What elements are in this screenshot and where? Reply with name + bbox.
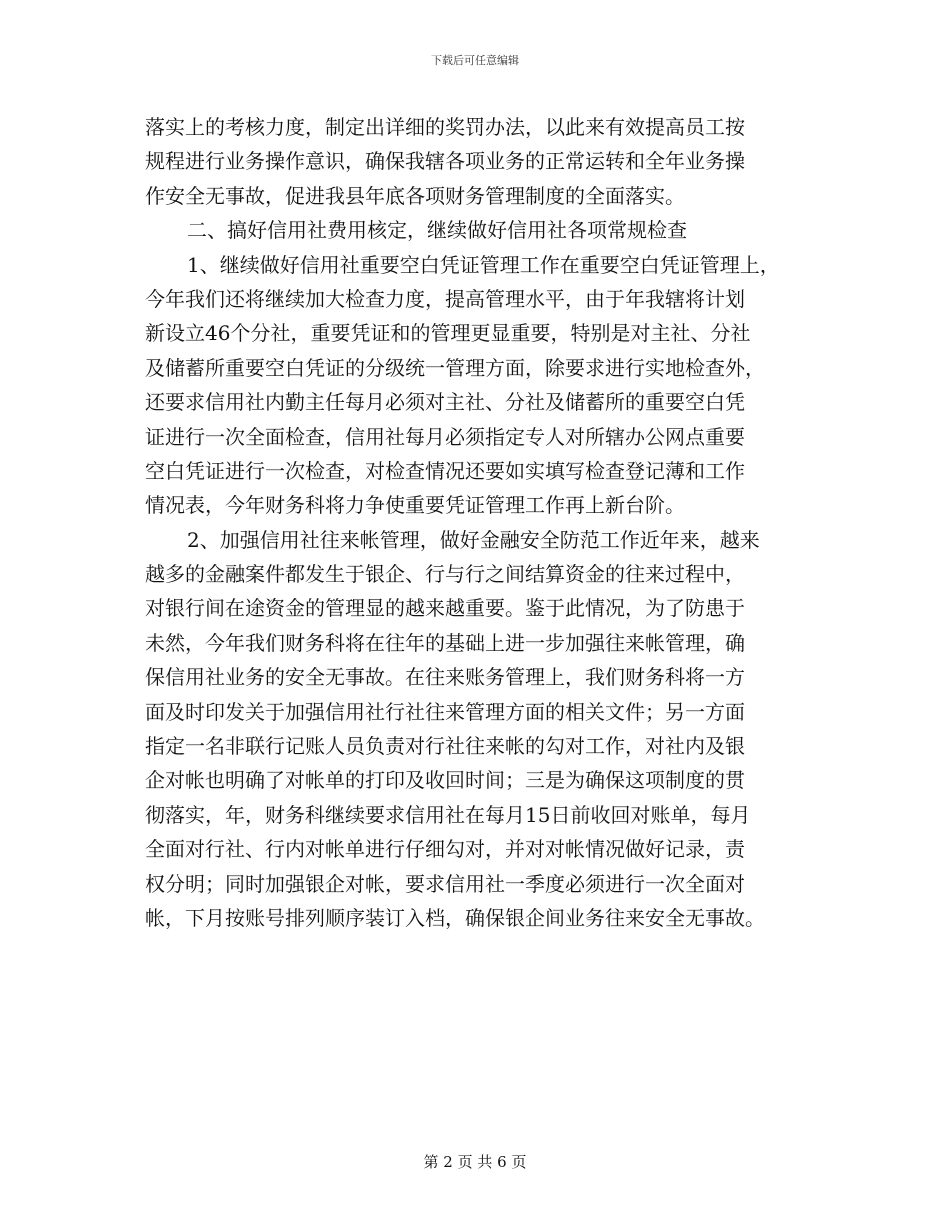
text-line: 未然，今年我们财务科将在往年的基础上进一步加强往来帐管理，确 xyxy=(145,630,745,655)
text-line: 空白凭证进行一次检查，对检查情况还要如实填写检查登记薄和工作 xyxy=(145,458,745,483)
document-body xyxy=(145,110,810,935)
paragraph-first-line: 1、继续做好信用社重要空白凭证管理工作在重要空白凭证管理上， xyxy=(187,252,780,277)
text-line: 及储蓄所重要空白凭证的分级统一管理方面，除要求进行实地检查外， xyxy=(145,355,765,380)
text-line: 落实上的考核力度，制定出详细的奖罚办法，以此来有效提高员工按 xyxy=(145,115,745,139)
text-line: 规程进行业务操作意识，确保我辖各项业务的正常运转和全年业务操 xyxy=(145,149,745,174)
text-line: 帐，下月按账号排列顺序装订入档，确保银企间业务往来安全无事故。 xyxy=(145,905,765,930)
text-line: 情况表，今年财务科将力争使重要凭证管理工作再上新台阶。 xyxy=(145,493,685,518)
text-line: 作安全无事故，促进我县年底各项财务管理制度的全面落实。 xyxy=(145,183,685,208)
text-line: 权分明；同时加强银企对帐，要求信用社一季度必须进行一次全面对 xyxy=(145,871,745,896)
page-header: 下载后可任意编辑 xyxy=(431,54,519,67)
text-line: 今年我们还将继续加大检查力度，提高管理水平，由于年我辖将计划 xyxy=(145,286,745,311)
text-line: 企对帐也明确了对帐单的打印及收回时间；三是为确保这项制度的贯 xyxy=(145,768,745,793)
text-line: 越多的金融案件都发生于银企、行与行之间结算资金的往来过程中， xyxy=(145,562,745,587)
text-line: 对银行间在途资金的管理显的越来越重要。鉴于此情况，为了防患于 xyxy=(145,596,745,621)
text-line: 全面对行社、行内对帐单进行仔细勾对，并对对帐情况做好记录，责 xyxy=(145,837,745,862)
text-line: 面及时印发关于加强信用社行社往来管理方面的相关文件；另一方面 xyxy=(145,699,745,724)
text-line: 证进行一次全面检查，信用社每月必须指定专人对所辖办公网点重要 xyxy=(145,424,745,449)
text-line: 指定一名非联行记账人员负责对行社往来帐的勾对工作，对社内及银 xyxy=(145,734,745,759)
text-line: 彻落实，年，财务科继续要求信用社在每月15日前收回对账单，每月 xyxy=(145,802,751,827)
text-line: 新设立46个分社，重要凭证和的管理更显重要，特别是对主社、分社 xyxy=(145,321,751,346)
paragraph-first-line: 2、加强信用社往来帐管理，做好金融安全防范工作近年来，越来 xyxy=(187,527,760,552)
text-line: 保信用社业务的安全无事故。在往来账务管理上，我们财务科将一方 xyxy=(145,665,745,690)
paragraph-first-line: 二、搞好信用社费用核定，继续做好信用社各项常规检查 xyxy=(187,218,687,243)
text-line: 还要求信用社内勤主任每月必须对主社、分社及储蓄所的重要空白凭 xyxy=(145,390,745,415)
page-footer: 第 2 页 共 6 页 xyxy=(423,1153,527,1171)
